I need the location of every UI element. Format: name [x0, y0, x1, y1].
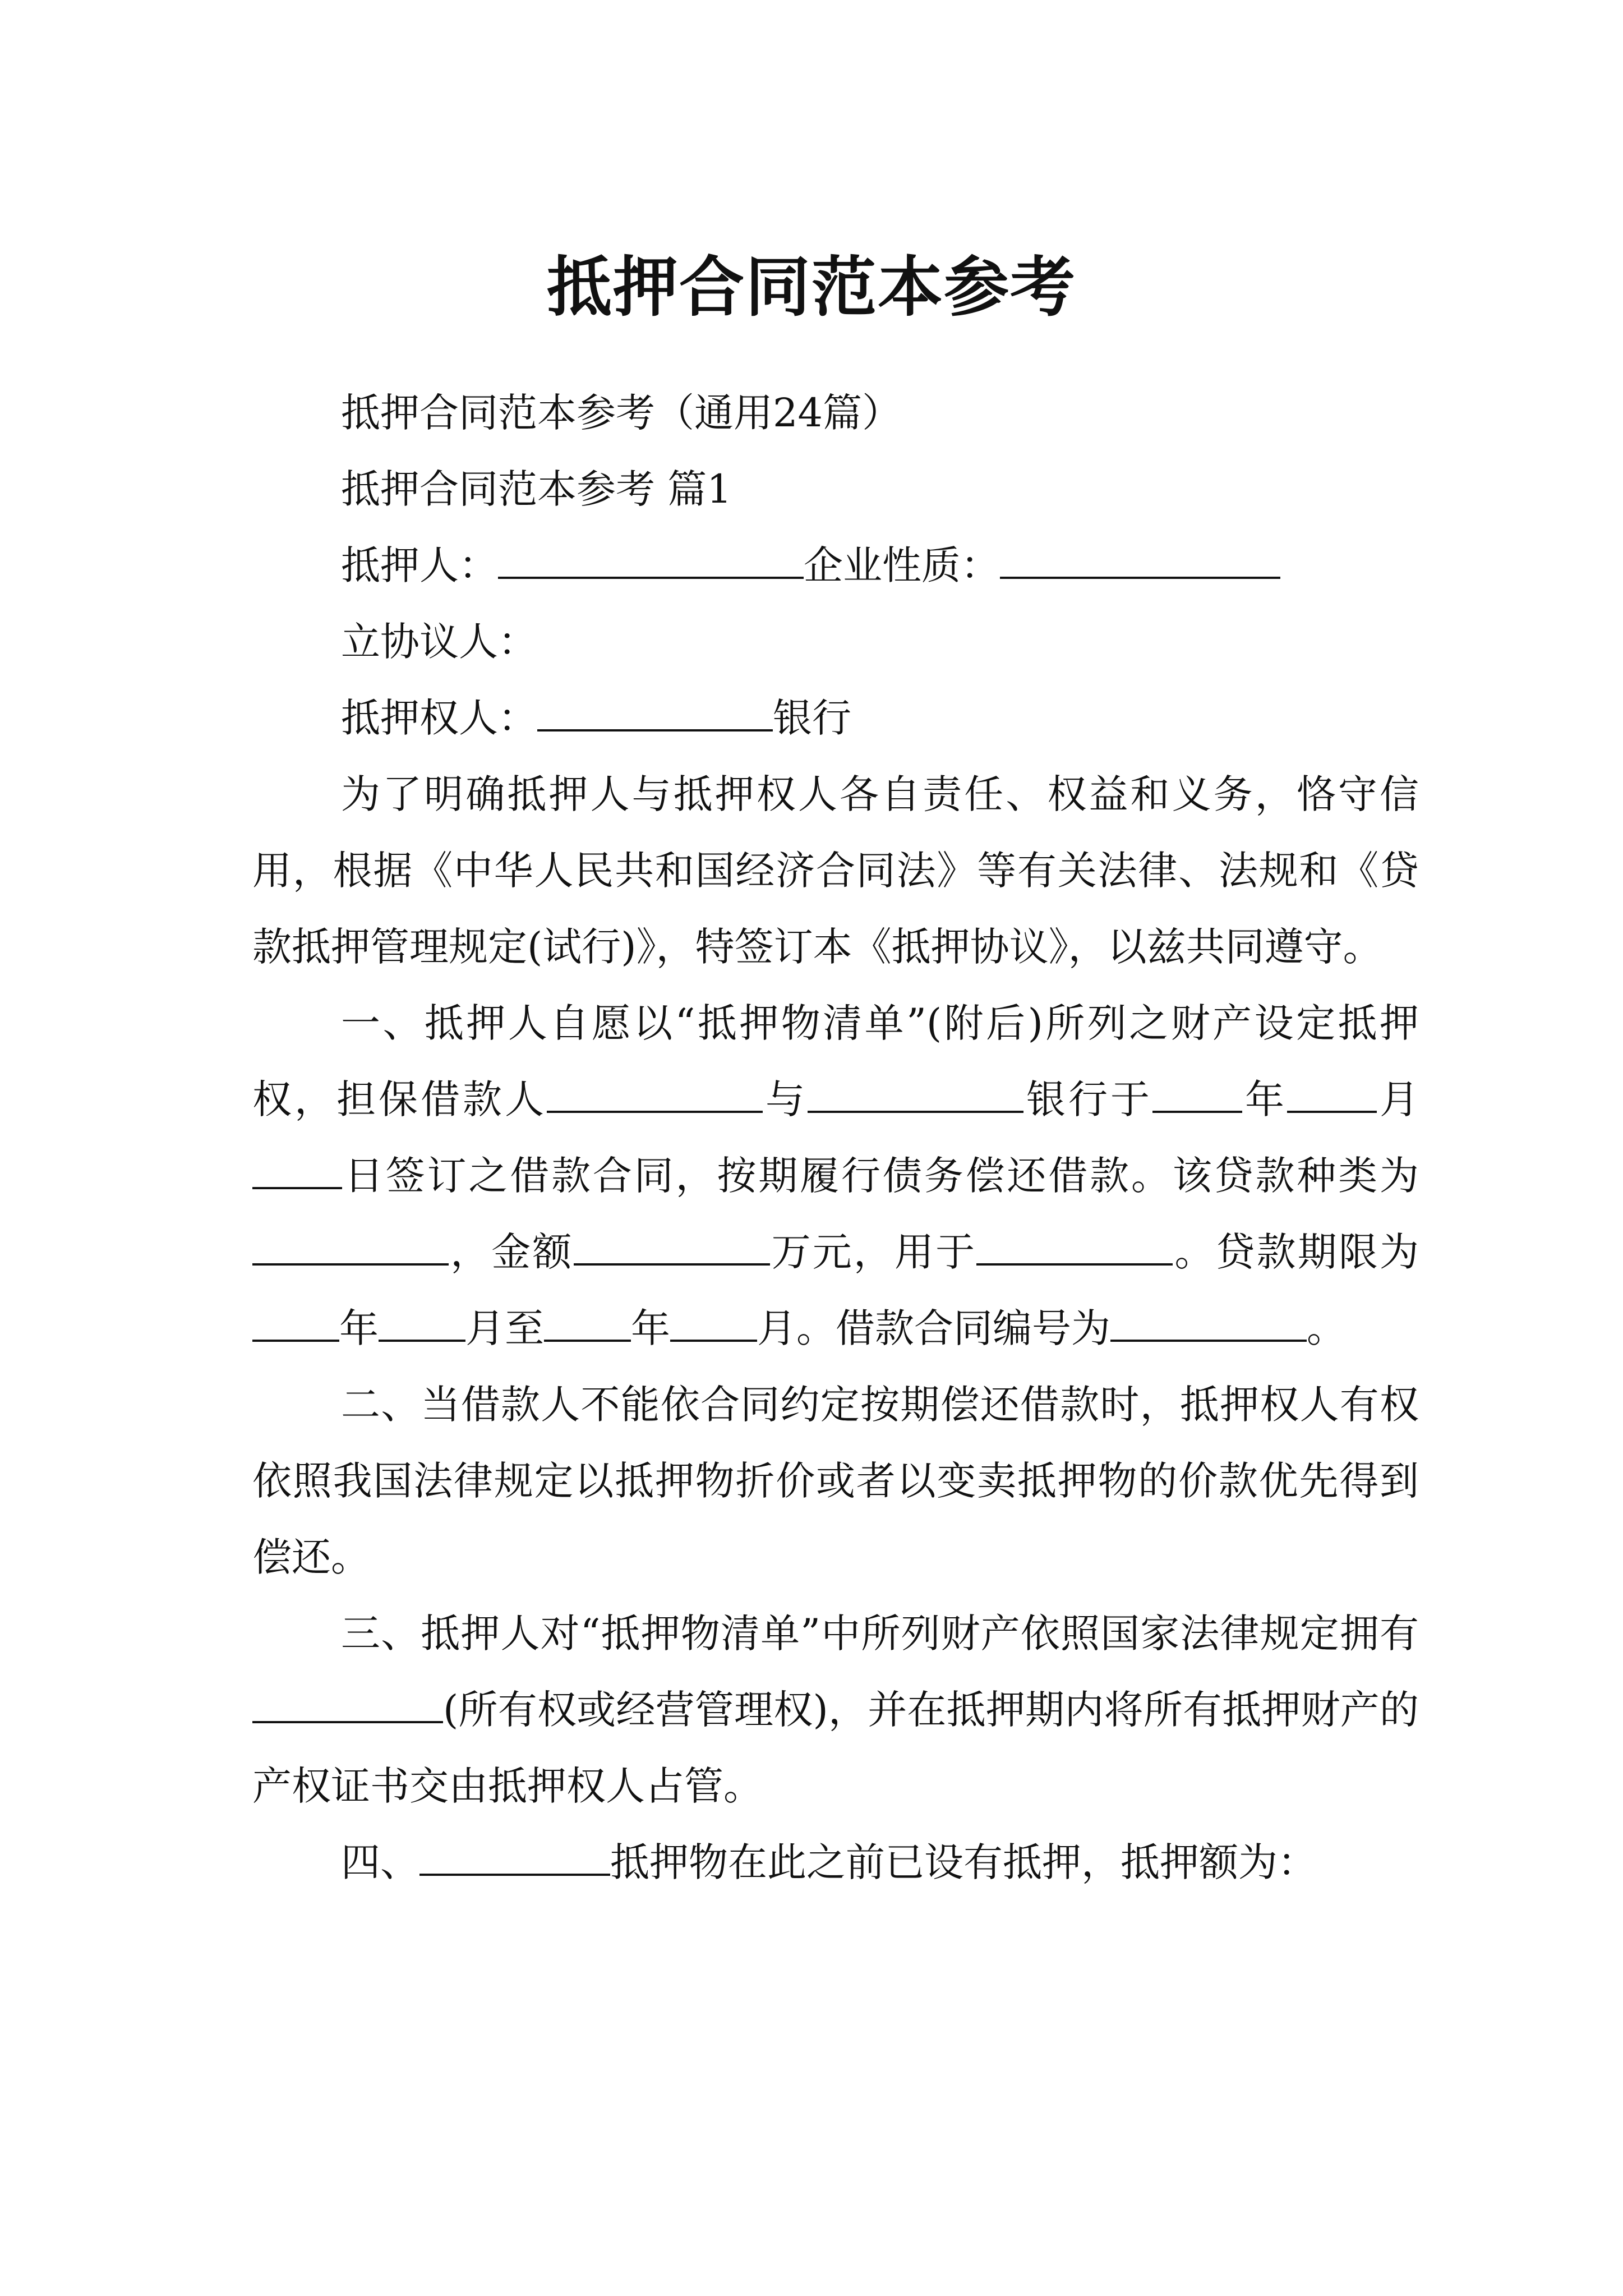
- mortgagee-line: [252, 680, 1419, 756]
- document-title: 抵押合同范本参考: [547, 249, 1076, 325]
- clause-1-text: 。: [1307, 1305, 1346, 1351]
- mortgagor-line: [252, 527, 1419, 604]
- section-heading: 抵押合同范本参考 篇1: [341, 466, 732, 512]
- intro-paragraph: 为了明确抵押人与抵押权人各自责任、权益和义务，恪守信用，根据《中华人民共和国经济合同法》等有关法律、法规和《贷款抵押管理规定(试行)》，特签订本《抵押协议》，以兹共同遵守。: [252, 771, 1419, 970]
- term-start-month-blank: [379, 1305, 465, 1342]
- clause-1-text: 日签订之借款合同，按期履行债务偿还借款。该贷款种类为: [342, 1153, 1419, 1199]
- enterprise-nature-blank: [1000, 542, 1280, 579]
- clause-1-text: 年: [339, 1305, 379, 1351]
- clause-1-text: 月: [1377, 1076, 1419, 1122]
- clause-4-text: 抵押物在此之前已设有抵押，抵押额为：: [610, 1839, 1317, 1885]
- sign-day-blank: [252, 1152, 342, 1189]
- clause-1-text: 年: [631, 1305, 670, 1351]
- clause-1-text: 一、抵押人自愿以“抵押物清单”(附后)所列之财产设定抵押权，担保借款人: [252, 1000, 1419, 1122]
- agreement-party-line: 立协议人：: [341, 619, 537, 665]
- contract-number-blank: [1110, 1305, 1307, 1342]
- clause-1-text: 。贷款期限为: [1173, 1229, 1419, 1275]
- clause-1-text: 月至: [465, 1305, 544, 1351]
- term-end-month-blank: [670, 1305, 757, 1342]
- mortgagor-label: 抵押人：: [341, 542, 498, 588]
- clause-3-text: 三、抵押人对“抵押物清单”中所列财产依照国家法律规定拥有: [341, 1611, 1419, 1657]
- loan-type-blank: [252, 1228, 449, 1266]
- document-body: [252, 375, 1419, 1901]
- clause-4-text: 四、: [341, 1839, 419, 1885]
- term-end-year-blank: [544, 1305, 631, 1342]
- clause-1: [252, 985, 1419, 1366]
- clause-1-text: 银行于: [1023, 1076, 1152, 1122]
- clause-1-text: 与: [763, 1076, 808, 1122]
- clause-1-text: 年: [1242, 1076, 1287, 1122]
- clause-2: 二、当借款人不能依合同约定按期偿还借款时，抵押权人有权依照我国法律规定以抵押物折价或者以变卖抵押物的价款优先得到偿还。: [252, 1382, 1419, 1580]
- clause-1-text: 万元，用于: [769, 1229, 977, 1275]
- borrower-blank: [547, 1076, 763, 1113]
- enterprise-nature-label: 企业性质：: [804, 542, 1000, 588]
- mortgagee-label: 抵押权人：: [341, 695, 537, 741]
- prior-mortgage-blank: [419, 1839, 610, 1876]
- mortgagee-blank: [537, 694, 773, 731]
- clause-4: [252, 1824, 1419, 1901]
- amount-blank: [574, 1228, 770, 1266]
- sign-month-blank: [1287, 1076, 1377, 1113]
- bank-suffix: 银行: [773, 695, 851, 741]
- clause-1-text: ，金额: [449, 1229, 574, 1275]
- clause-3-text: (所有权或经营管理权)，并在抵押期内将所有抵押财产的产权证书交由抵押权人占管。: [252, 1687, 1419, 1809]
- purpose-blank: [976, 1228, 1173, 1266]
- subtitle: 抵押合同范本参考（通用24篇）: [341, 390, 902, 436]
- term-start-year-blank: [252, 1305, 339, 1342]
- clause-1-text: 月。借款合同编号为: [757, 1305, 1110, 1351]
- sign-year-blank: [1152, 1076, 1242, 1113]
- clause-3: [252, 1595, 1419, 1824]
- ownership-blank: [252, 1686, 443, 1723]
- lender-blank: [808, 1076, 1023, 1113]
- mortgagor-blank: [498, 542, 804, 579]
